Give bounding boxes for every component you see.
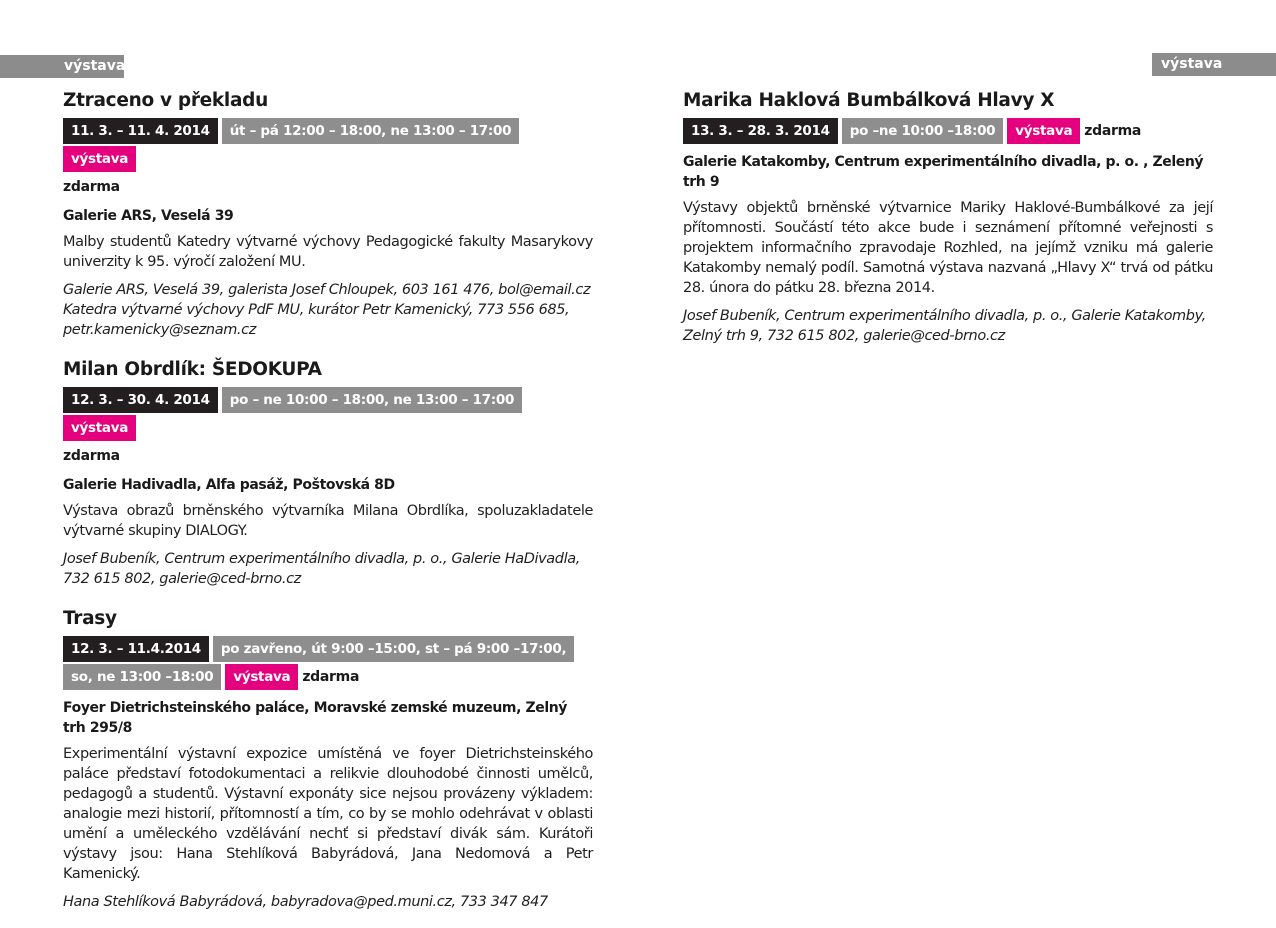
event-description: Malby studentů Katedry výtvarné výchovy Pedagogické fakulty Masarykovy univerzity k 95. výročí založení MU. [63,234,593,270]
event-tags [63,387,593,443]
left-column [63,87,593,928]
price-label: zdarma [1084,123,1142,139]
hours-badge: út – pá 12:00 – 18:00, ne 13:00 – 17:00 [222,118,519,144]
event-sedokupa [63,356,593,589]
event-contact [683,306,1213,346]
price-label: zdarma [63,179,120,195]
event-place: Foyer Dietrichsteinského paláce, Moravské zemské muzeum, Zelný trh 295/8 [63,700,568,736]
date-badge: 13. 3. – 28. 3. 2014 [683,118,838,144]
hours-badge: so, ne 13:00 –18:00 [63,664,221,690]
event-title: Trasy [63,608,117,629]
event-description: Experimentální výstavní expozice umístěná ve foyer Dietrichsteinského paláce představí fotodokumentaci a relikvie dlouhodobé činnosti umělců, pedagogů a studentů. Výstavní exponáty sice nejsou provázeny výkladem: analogie mezi historií, přítomností a tím, co by se mohlo odehrávat v oblasti umění a uměleckého vzdělávání nechť si představí divák sám. Kurátoři výstavy jsou: Hana Stehlíková Babyrádová, Jana Nedomová a Petr Kamenický. [63,746,593,882]
event-place: Galerie ARS, Veselá 39 [63,208,234,224]
price-label: zdarma [63,448,120,464]
type-badge: výstava [63,146,136,172]
section-tab-left: výstava [0,55,124,78]
event-contact [63,892,593,912]
hours-badge: po zavřeno, út 9:00 –15:00, st – pá 9:00 –17:00, [213,636,574,662]
hours-badge: po – ne 10:00 – 18:00, ne 13:00 – 17:00 [222,387,522,413]
right-column [683,87,1213,362]
price-label: zdarma [302,669,360,685]
contact-line: Josef Bubeník, Centrum experimentálního divadla, p. o., Galerie HaDivadla, [63,551,580,567]
contact-line: Josef Bubeník, Centrum experimentálního divadla, p. o., Galerie Katakomby, [683,308,1206,324]
event-description: Výstava obrazů brněnského výtvarníka Milana Obrdlíka, spoluzakladatele výtvarné skupiny DIALOGY. [63,503,593,539]
date-badge: 12. 3. – 11.4.2014 [63,636,209,662]
event-place: Galerie Katakomby, Centrum experimentálního divadla, p. o. , Zelený trh 9 [683,154,1204,190]
type-badge: výstava [63,415,136,441]
contact-line: petr.kamenicky@seznam.cz [63,322,256,338]
event-hlavy-x [683,87,1213,346]
event-ztraceno [63,87,593,340]
date-badge: 11. 3. – 11. 4. 2014 [63,118,218,144]
event-tags [683,118,1213,146]
contact-line: 732 615 802, galerie@ced-brno.cz [63,571,301,587]
contact-line: Katedra výtvarné výchovy PdF MU, kurátor Petr Kamenický, 773 556 685, [63,302,570,318]
event-tags [63,636,593,664]
event-tags [63,118,593,174]
hours-badge: po –ne 10:00 –18:00 [842,118,1004,144]
event-contact [63,549,593,589]
event-place: Galerie Hadivadla, Alfa pasáž, Poštovská 8D [63,477,395,493]
type-badge: výstava [225,664,298,690]
event-tags-row2 [63,664,593,692]
event-description: Výstavy objektů brněnské výtvarnice Mariky Haklové-Bumbálkové za její přítomnosti. Součástí této akce bude i seznámení přítomné veřejnosti s projektem informačního zpravodaje Rozhled, na jejímž vzniku má galerie Katakomby nemalý podíl. Samotná výstava nazvaná „Hlavy X“ trvá od pátku 28. února do pátku 28. března 2014. [683,200,1213,296]
event-trasy [63,605,593,912]
event-title: Milan Obrdlík: ŠEDOKUPA [63,359,322,380]
contact-line: Galerie ARS, Veselá 39, galerista Josef Chloupek, 603 161 476, bol@email.cz [63,282,591,298]
contact-line: Zelný trh 9, 732 615 802, galerie@ced-brno.cz [683,328,1005,344]
date-badge: 12. 3. – 30. 4. 2014 [63,387,218,413]
contact-line: Hana Stehlíková Babyrádová, babyradova@ped.muni.cz, 733 347 847 [63,894,548,910]
event-title: Ztraceno v překladu [63,90,268,111]
type-badge: výstava [1007,118,1080,144]
event-title: Marika Haklová Bumbálková Hlavy X [683,90,1055,111]
event-contact [63,280,593,340]
section-tab-right: výstava [1152,53,1276,76]
